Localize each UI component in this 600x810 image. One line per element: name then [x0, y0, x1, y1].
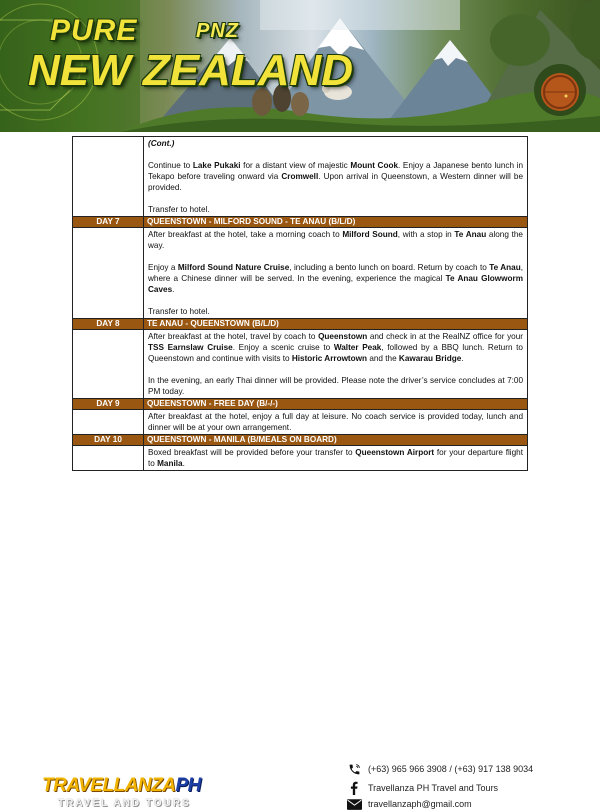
contact-facebook	[346, 781, 498, 795]
day-title: QUEENSTOWN - FREE DAY (B/-/-)	[144, 399, 528, 410]
day-label: DAY 8	[73, 319, 144, 330]
day-cell-empty	[73, 137, 144, 217]
facebook-icon	[346, 781, 362, 795]
email-address: travellanzaph@gmail.com	[368, 799, 472, 809]
day-description	[144, 137, 528, 217]
mail-icon	[346, 797, 362, 810]
logo-new-zealand-text: NEW ZEALAND	[28, 46, 354, 95]
facebook-page-name: Travellanza PH Travel and Tours	[368, 783, 499, 793]
brand-subtitle: TRAVEL AND TOURS	[58, 798, 191, 809]
description-paragraph: In the evening, an early Thai dinner will be provided. Please note the driver’s service concludes at 7:00 PM today.	[148, 376, 523, 396]
day-label: DAY 7	[73, 217, 144, 228]
day-title: QUEENSTOWN - MANILA (B/MEALS ON BOARD)	[144, 435, 528, 446]
day-label: DAY 10	[73, 435, 144, 446]
day-body-row	[73, 446, 528, 471]
description-paragraph: Enjoy a Milford Sound Nature Cruise, including a bento lunch on board. Return by coach to Te Anau, where a Chinese dinner will be served. In the evening, experience the magical Te Anau Glowworm Caves.	[148, 263, 524, 294]
description-paragraph: Boxed breakfast will be provided before your transfer to Queenstown Airport for your departure flight to Manila.	[148, 448, 523, 468]
brand-main-text: TRAVELLANZA	[42, 775, 176, 796]
contact-email	[346, 797, 472, 810]
brand-ph-text: PH	[175, 775, 201, 796]
itinerary-table	[72, 136, 528, 471]
day-body-row	[73, 410, 528, 435]
day-body-row	[73, 330, 528, 399]
contact-phone	[346, 762, 533, 776]
day-cell-empty	[73, 446, 144, 471]
logo-pure-text: PURE	[50, 14, 138, 47]
logo-pnz-text: PNZ	[196, 20, 239, 42]
description-paragraph: Transfer to hotel.	[148, 205, 210, 214]
day-cell-empty	[73, 228, 144, 319]
day-title: QUEENSTOWN - MILFORD SOUND - TE ANAU (B/L/D)	[144, 217, 528, 228]
day-title: TE ANAU - QUEENSTOWN (B/L/D)	[144, 319, 528, 330]
description-paragraph: After breakfast at the hotel, enjoy a full day at leisure. No coach service is provided today, lunch and dinner will be at your own arrangement.	[148, 412, 523, 432]
description-paragraph: After breakfast at the hotel, travel by coach to Queenstown and check in at the RealNZ office for your TSS Earnslaw Cruise. Enjoy a scenic cruise to Walter Peak, followed by a BBQ lunch. Return to Queenstown and continue with visits to Historic Arrowtown and the Kawarau Bridge.	[148, 332, 523, 363]
phone-numbers: (+63) 965 966 3908 / (+63) 917 138 9034	[368, 764, 534, 774]
day-header-row	[73, 319, 528, 330]
day-description	[144, 228, 528, 319]
day-header-row	[73, 217, 528, 228]
day-description	[144, 410, 528, 435]
day-body-row	[73, 228, 528, 319]
day-header-row	[73, 399, 528, 410]
day-cell-empty	[73, 330, 144, 399]
phone-icon	[346, 762, 362, 776]
day-description	[144, 446, 528, 471]
header-banner	[0, 0, 600, 132]
description-paragraph: Transfer to hotel.	[148, 307, 210, 316]
description-paragraph: After breakfast at the hotel, take a morning coach to Milford Sound, with a stop in Te Anau along the way.	[148, 230, 523, 250]
brand-logo	[42, 775, 201, 797]
day-label: DAY 9	[73, 399, 144, 410]
continued-label: (Cont.)	[148, 139, 175, 148]
day-description	[144, 330, 528, 399]
description-paragraph: Continue to Lake Pukaki for a distant view of majestic Mount Cook. Enjoy a Japanese bento lunch in Tekapo before traveling onward via Cromwell. Upon arrival in Queenstown, a Western dinner will be provided.	[148, 161, 524, 192]
day-header-row	[73, 435, 528, 446]
day-cell-empty	[73, 410, 144, 435]
itinerary-continued-row	[73, 137, 528, 217]
